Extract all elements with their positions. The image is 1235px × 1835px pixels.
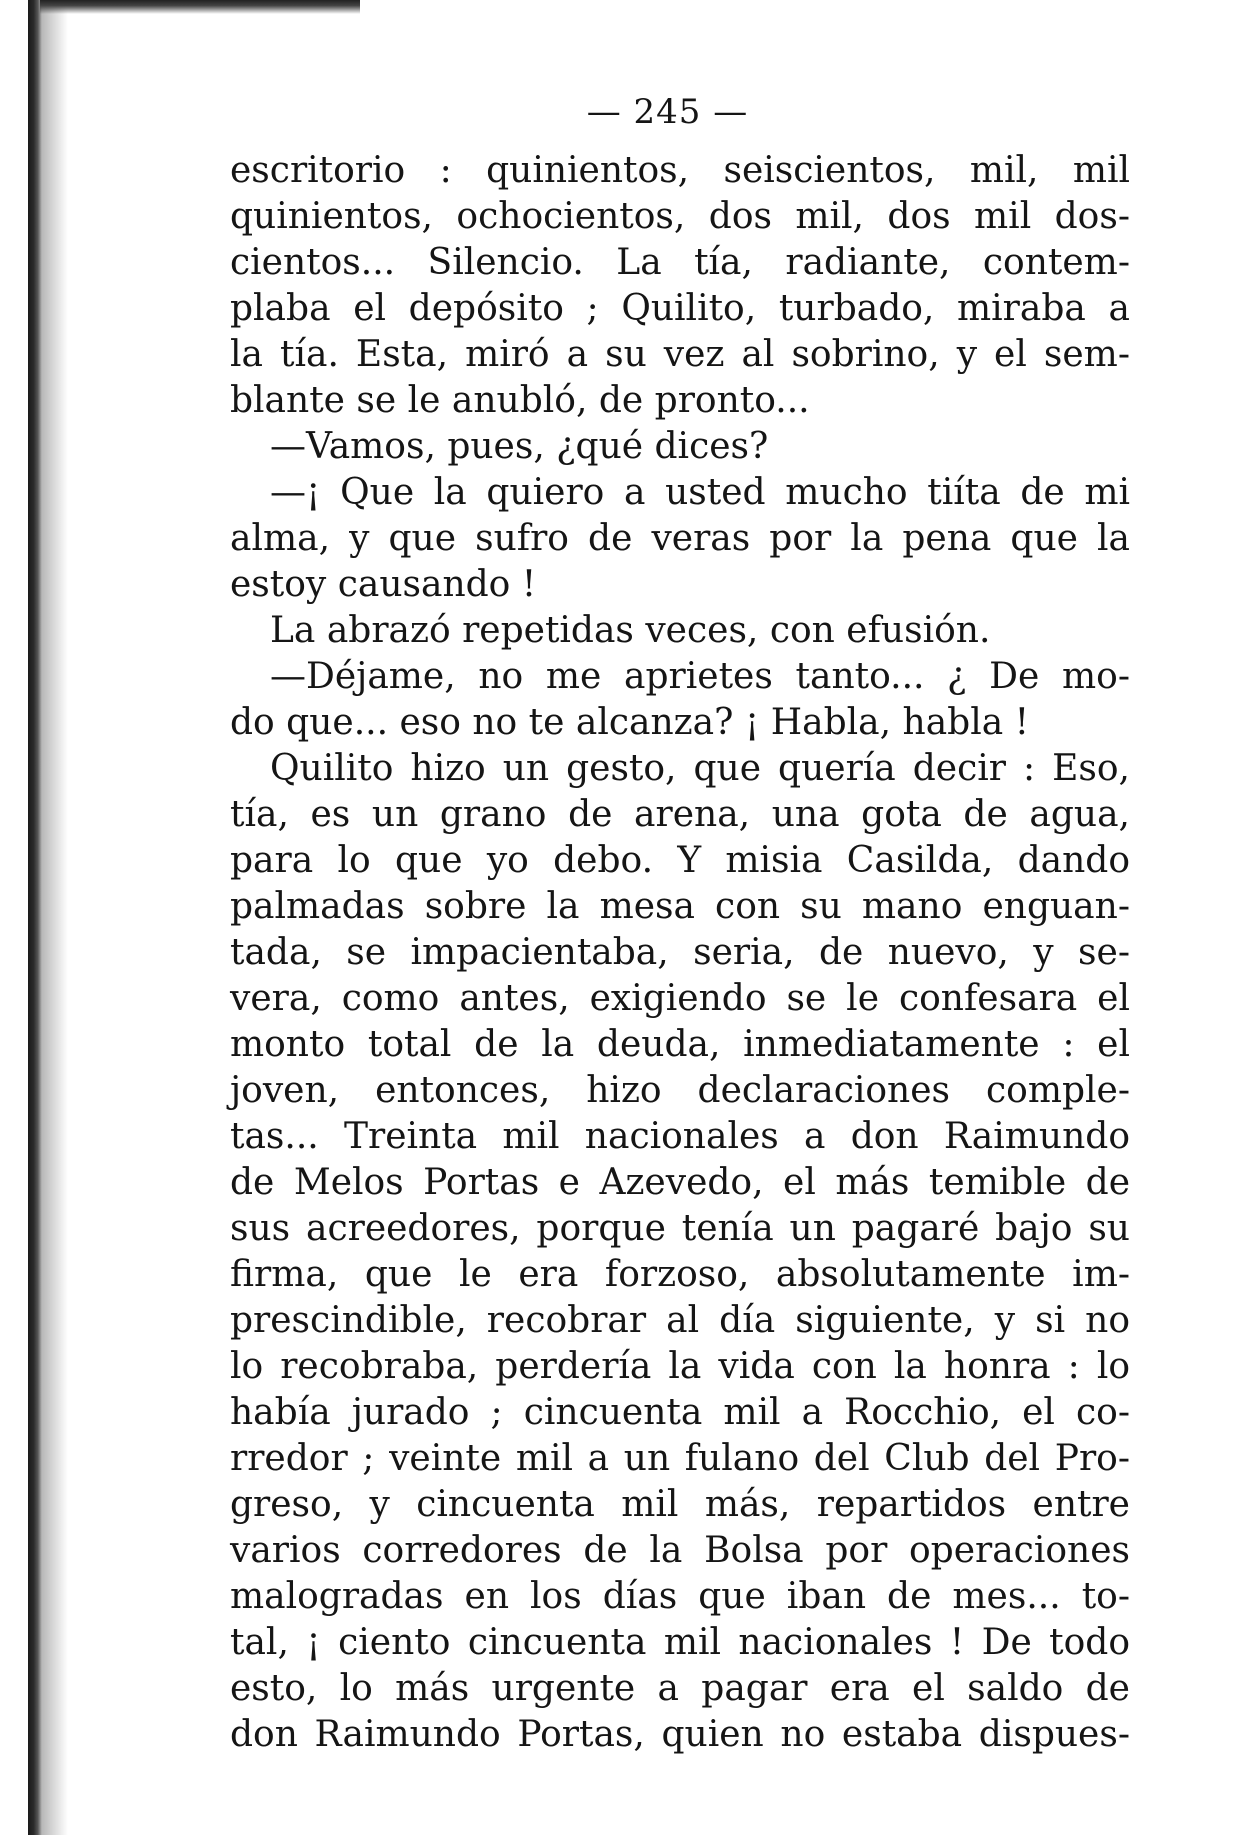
text-line: estoy causando !	[230, 564, 537, 605]
text-line: plaba el depósito ; Quilito, turbado, miraba a	[230, 288, 1130, 329]
text-line: había jurado ; cincuenta mil a Rocchio, el co-	[230, 1392, 1130, 1433]
text-line: —Vamos, pues, ¿qué dices?	[270, 426, 769, 467]
text-line: greso, y cincuenta mil más, repartidos entre	[230, 1484, 1130, 1525]
text-line: escritorio : quinientos, seiscientos, mil, mil	[230, 150, 1130, 191]
text-line: la tía. Esta, miró a su vez al sobrino, y el sem-	[230, 334, 1130, 375]
text-line: rredor ; veinte mil a un fulano del Club del Pro-	[230, 1438, 1130, 1479]
page-number: — 245 —	[586, 92, 749, 132]
text-line: tía, es un grano de arena, una gota de agua,	[230, 794, 1130, 835]
text-line: monto total de la deuda, inmediatamente : el	[230, 1024, 1130, 1065]
text-line: vera, como antes, exigiendo se le confesara el	[230, 978, 1130, 1019]
text-line: quinientos, ochocientos, dos mil, dos mil dos-	[230, 196, 1130, 237]
text-line: blante se le anubló, de pronto...	[230, 380, 810, 421]
text-line: prescindible, recobrar al día siguiente, y si no	[230, 1300, 1130, 1341]
text-line: —¡ Que la quiero a usted mucho tiíta de mi	[270, 472, 1130, 513]
text-line: do que... eso no te alcanza? ¡ Habla, habla !	[230, 702, 1030, 743]
body-text	[230, 148, 1130, 1758]
text-line: tal, ¡ ciento cincuenta mil nacionales ! De todo	[230, 1622, 1130, 1663]
text-line: Quilito hizo un gesto, que quería decir : Eso,	[270, 748, 1130, 789]
text-line: sus acreedores, porque tenía un pagaré bajo su	[230, 1208, 1130, 1249]
text-line: tas... Treinta mil nacionales a don Raimundo	[230, 1116, 1130, 1157]
text-line: tada, se impacientaba, seria, de nuevo, y se-	[230, 932, 1130, 973]
top-edge-mark	[40, 0, 360, 14]
text-line: palmadas sobre la mesa con su mano enguan-	[230, 886, 1130, 927]
text-line: varios corredores de la Bolsa por operaciones	[230, 1530, 1130, 1571]
text-line: esto, lo más urgente a pagar era el saldo de	[230, 1668, 1130, 1709]
text-line: de Melos Portas e Azevedo, el más temible de	[230, 1162, 1130, 1203]
binding-shadow	[42, 0, 68, 1835]
text-line: —Déjame, no me aprietes tanto... ¿ De mo-	[270, 656, 1130, 697]
text-line: cientos... Silencio. La tía, radiante, contem-	[230, 242, 1130, 283]
text-line: malogradas en los días que iban de mes... to-	[230, 1576, 1130, 1617]
text-line: lo recobraba, perdería la vida con la honra : lo	[230, 1346, 1130, 1387]
text-line: joven, entonces, hizo declaraciones comple-	[230, 1070, 1130, 1111]
text-line: alma, y que sufro de veras por la pena que la	[230, 518, 1130, 559]
text-line: don Raimundo Portas, quien no estaba dispues-	[230, 1714, 1130, 1755]
text-line: La abrazó repetidas veces, con efusión.	[270, 610, 991, 651]
text-line: firma, que le era forzoso, absolutamente im-	[230, 1254, 1130, 1295]
text-line: para lo que yo debo. Y misia Casilda, dando	[230, 840, 1130, 881]
book-binding-edge	[28, 0, 42, 1835]
